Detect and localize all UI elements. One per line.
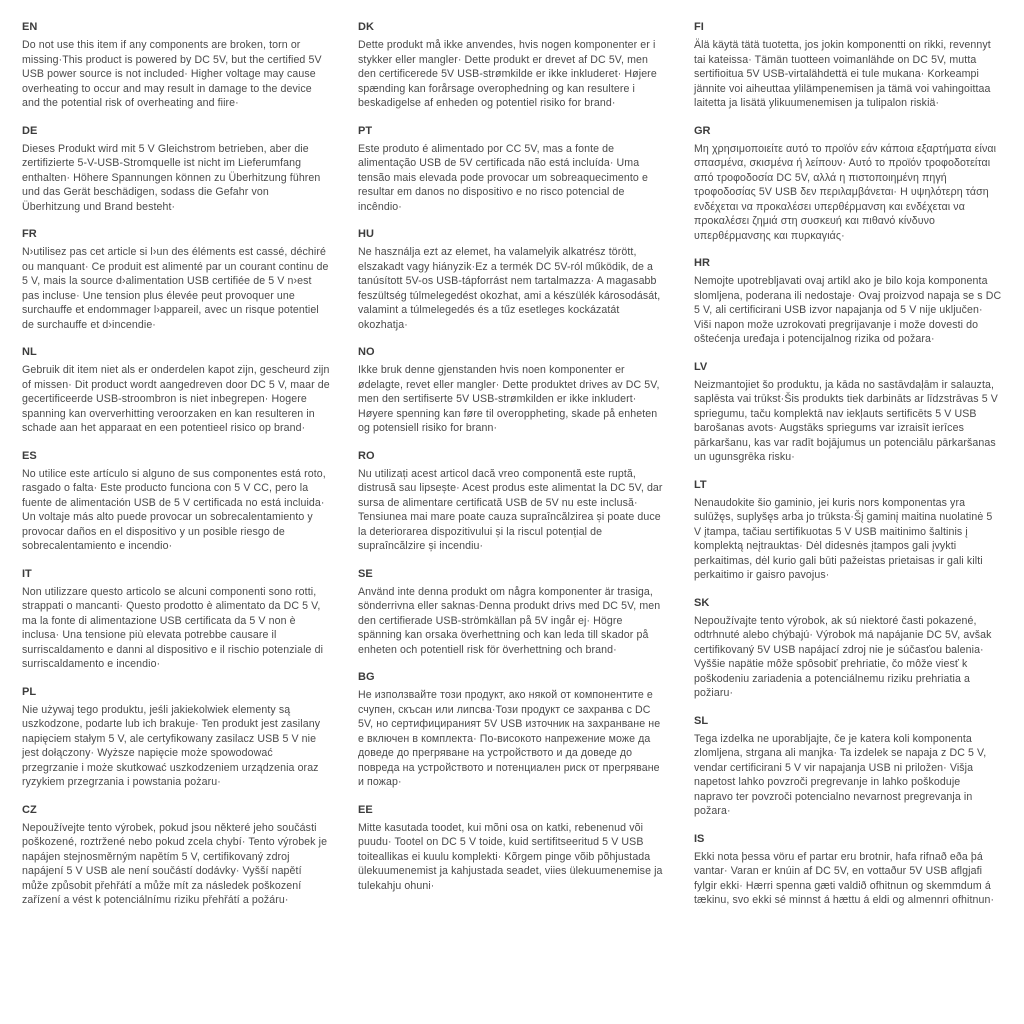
lang-block-es [22, 449, 330, 554]
lang-text-en: Do not use this item if any components are broken, torn or missing·This product is powered by DC 5V, but the certified 5V USB power source is not included· Higher voltage may cause overheating to occur and may result in damage to the device and the potential risk of overheating and fiire· [22, 39, 322, 109]
lang-block-hu [358, 227, 666, 332]
lang-code-is: IS [694, 832, 705, 845]
lang-text-fr: N›utilisez pas cet article si l›un des éléments est cassé, déchiré ou manquant· Ce produit est alimenté par un courant continu de 5 V, mais la source d›alimentation USB certifiée de 5 V n›est pas incluse· Une tension plus élevée peut provoquer une surchauffe et endommager l›appareil, avec un risque potentiel de surchauffe et d›incendie· [22, 246, 329, 331]
lang-code-hu: HU [358, 228, 374, 240]
lang-code-fi: FI [694, 21, 704, 33]
lang-block-lv [694, 360, 1002, 465]
lang-text-se: Använd inte denna produkt om några komponenter är trasiga, sönderrivna eller saknas·Denna produkt drivs med DC 5V, men den certifierade USB-strömkällan på 5V ingår ej· Högre spänning kan orsaka överhettning och kan leda till skador på enheten och potentiell risk för överhettning och brand· [358, 585, 661, 656]
lang-code-bg: BG [358, 671, 375, 683]
lang-code-de: DE [22, 124, 38, 137]
column-3 [694, 20, 1002, 921]
lang-text-pt: Este produto é alimentado por CC 5V, mas a fonte de alimentação USB de 5V certificada não está incluída· Uma tensão mais elevada pode provocar um sobreaquecimento e resultar em danos no dispositivo e no risco potencial de incêndio· [358, 142, 648, 213]
lang-text-fi: Älä käytä tätä tuotetta, jos jokin komponentti on rikki, revennyt tai kateissa· Tämän tuotteen voimanlähde on DC 5V, mutta sertifioitua 5V USB-virtalähdettä ei tule mukana· Korkeampi jännite voi aiheuttaa ylilämpenemisen ja tämä voi vahingoittaa laitetta ja lisätä ylikuumenemisen ja tulipalon riskiä· [694, 39, 991, 109]
lang-code-no: NO [358, 346, 375, 358]
lang-text-cz: Nepoužívejte tento výrobek, pokud jsou některé jeho součásti poškozené, roztržené nebo pokud zcela chybí· Tento výrobek je napájen stejnosměrným napětím 5 V, certifikovaný zdroj napájení 5 V USB ale není součástí dodávky· Vyšší napětí může způsobit přehřátí a může mít za následek poškození zařízení a vést k potenciálnímu riziku přehřátí a požáru· [22, 821, 328, 906]
lang-text-ee: Mitte kasutada toodet, kui mõni osa on katki, rebenenud või puudu· Tootel on DC 5 V toide, kuid sertifitseeritud 5 V USB toiteallikas ei kuulu komplekti· Kõrgem pinge võib põhjustada ülekuumenemist ja kahjustada seadet, viies ülekuumenemise ja tulekahju ohuni· [358, 821, 663, 892]
lang-text-gr: Μη χρησιμοποιείτε αυτό το προϊόν εάν κάποια εξαρτήματα είναι σπασμένα, σκισμένα ή λείπουν· Αυτό το προϊόν τροφοδοτείται από τροφοδοσία DC 5V, αλλά η πιστοποιημένη πηγή τροφοδοσίας 5V USB δεν περιλαμβάνεται· Η υψηλότερη τάση ενδέχεται να προκαλέσει υπερθέρμανση και ενδέχεται να προκαλέσει ζημιά στη συσκευή και πιθανό κίνδυνο υπερθέρμανσης και πυρκαγιάς· [694, 142, 997, 242]
lang-text-ro: Nu utilizați acest articol dacă vreo componentă este ruptă, distrusă sau lipsește· Acest produs este alimentat la DC 5V, dar sursa de alimentare certificată USB de 5V nu este inclusă· Tensiunea mai mare poate cauza supraîncălzirea și poate duce la deteriorarea dispozitivului și la riscul potențial de supraîncălzire și incendiu· [358, 467, 663, 552]
lang-block-hr [694, 256, 1002, 347]
lang-block-cz [22, 803, 330, 908]
lang-text-is: Ekki nota þessa vöru ef partar eru brotnir, hafa rifnað eða þá vantar· Varan er knúin af DC 5V, en vottaður 5V USB aflgjafi fylgir ekki· Hærri spenna gæti valdið ofhitnun og skemmdum á tækinu, svo ekki sé minnst á hættu á eldi og almennri ofhitnun· [694, 850, 995, 906]
lang-code-es: ES [22, 449, 37, 462]
lang-text-nl: Gebruik dit item niet als er onderdelen kapot zijn, gescheurd zijn of missen· Dit product wordt aangedreven door DC 5 V, maar de gecertificeerde USB-stroombron is niet inbegrepen· Hogere spanning kan oververhitting veroorzaken en kan resulteren in schade aan het apparaat en een potentieel risico op brand· [22, 364, 330, 434]
lang-text-dk: Dette produkt må ikke anvendes, hvis nogen komponenter er i stykker eller mangler· Dette produkt er drevet af DC 5V, men den certificerede 5V USB-strømkilde er ikke inkluderet· Højere spænding kan forårsage overophedning og kan resultere i beskadigelse af enheden og potentiel risiko for brand· [358, 39, 657, 109]
lang-text-it: Non utilizzare questo articolo se alcuni componenti sono rotti, strappati o mancanti· Questo prodotto è alimentato da DC 5 V, ma la fonte di alimentazione USB certificata da 5 V non è inclusa· Una tensione più elevata potrebbe causare il surriscaldamento e danni al dispositivo e il rischio potenziale di surriscaldamento e incendio· [22, 585, 324, 670]
lang-block-nl [22, 345, 330, 436]
lang-code-ee: EE [358, 803, 373, 816]
lang-block-pt [358, 124, 666, 215]
lang-block-ro [358, 449, 666, 554]
lang-code-it: IT [22, 567, 32, 580]
column-1 [22, 20, 330, 921]
column-2 [358, 20, 666, 906]
lang-block-is [694, 832, 1002, 908]
lang-block-ee [358, 803, 666, 894]
lang-code-cz: CZ [22, 803, 37, 816]
lang-code-se: SE [358, 567, 373, 580]
lang-code-ro: RO [358, 449, 375, 462]
lang-text-de: Dieses Produkt wird mit 5 V Gleichstrom betrieben, aber die zertifizierte 5-V-USB-Stromquelle ist nicht im Lieferumfang enthalten· Höhere Spannungen können zu Überhitzung führen und das Gerät beschädigen, sodass die Gefahr von Überhitzung und Brand besteht· [22, 142, 321, 213]
lang-code-fr: FR [22, 228, 37, 240]
lang-text-lv: Neizmantojiet šo produktu, ja kāda no sastāvdaļām ir salauzta, saplēsta vai trūkst·Šis produkts tiek darbināts ar līdzstrāvas 5 V spriegumu, taču komplektā nav iekļauts sertificēts 5 V USB barošanas avots· Augstāks spriegums var izraisīt ierīces pārkaršanu, kas var radīt bojājumus un potenciālu pārkaršanas un ugunsgrēka risku· [694, 378, 998, 463]
lang-code-gr: GR [694, 124, 711, 137]
lang-code-hr: HR [694, 257, 710, 269]
lang-block-dk [358, 20, 666, 111]
lang-code-sk: SK [694, 596, 710, 609]
lang-block-lt [694, 478, 1002, 583]
lang-block-sk [694, 596, 1002, 701]
lang-text-sl: Tega izdelka ne uporabljajte, če je katera koli komponenta zlomljena, strgana ali manjka· Ta izdelek se napaja z DC 5 V, vendar certificirani 5 V vir napajanja USB ni priložen· Višja napetost lahko povzroči pregrevanje in lahko poškoduje napravo ter povzroči potencialno nevarnost pregrevanja in požara· [694, 732, 987, 817]
lang-code-pl: PL [22, 685, 37, 698]
lang-text-es: No utilice este artículo si alguno de sus componentes está roto, rasgado o falta· Este producto funciona con 5 V CC, pero la fuente de alimentación USB de 5 V certificada no está incluida· Un voltaje más alto puede provocar un sobrecalentamiento y provocar daños en el dispositivo y un posible riesgo de sobrecalentamiento e incendio· [22, 467, 326, 552]
lang-block-no [358, 345, 666, 436]
lang-text-pl: Nie używaj tego produktu, jeśli jakiekolwiek elementy są uszkodzone, podarte lub ich brakuje· Ten produkt jest zasilany napięciem stałym 5 V, ale certyfikowany zasilacz USB 5 V nie jest dołączony· Wyższe napięcie może spowodować przegrzanie i może skutkować uszkodzeniem urządzenia oraz ryzykiem przegrzania i powstania pożaru· [22, 703, 321, 788]
lang-block-gr [694, 124, 1002, 244]
lang-code-lv: LV [694, 360, 708, 373]
lang-block-se [358, 567, 666, 658]
lang-block-de [22, 124, 330, 215]
lang-code-nl: NL [22, 346, 37, 358]
lang-text-hr: Nemojte upotrebljavati ovaj artikl ako je bilo koja komponenta slomljena, poderana ili nedostaje· Ovaj proizvod napaja se s DC 5 V, ali certificirani USB izvor napajanja od 5 V nije uključen· Viši napon može uzrokovati pregrijavanje i može dovesti do oštećenja uređaja i potencijalnog rizika od požara· [694, 275, 1002, 345]
lang-code-dk: DK [358, 21, 374, 33]
lang-text-lt: Nenaudokite šio gaminio, jei kuris nors komponentas yra sulūžęs, suplyšęs arba jo trūksta·Šį gaminį maitina nuolatinė 5 V įtampa, tačiau sertifikuotas 5 V USB maitinimo šaltinis į komplektą neįtrauktas· Dėl didesnės įtampos gali įvykti perkaitimas, dėl kurio gali būti pažeistas prietaisas ir gali kilti perkaitimo ir gaisro pavojus· [694, 496, 993, 581]
lang-code-sl: SL [694, 714, 709, 727]
lang-block-fi [694, 20, 1002, 111]
lang-code-pt: PT [358, 124, 373, 137]
lang-block-it [22, 567, 330, 672]
columns-container [22, 20, 1002, 921]
lang-block-en [22, 20, 330, 111]
lang-block-pl [22, 685, 330, 790]
lang-text-no: Ikke bruk denne gjenstanden hvis noen komponenter er ødelagte, revet eller mangler· Dette produktet drives av DC 5V, men den sertifiserte 5V USB-strømkilden er ikke inkludert· Høyere spenning kan føre til overoppheting, skade på enheten og potensiell risiko for brann· [358, 364, 660, 434]
lang-code-en: EN [22, 21, 38, 33]
lang-block-fr [22, 227, 330, 332]
lang-code-lt: LT [694, 478, 707, 491]
lang-text-sk: Nepoužívajte tento výrobok, ak sú niektoré časti pokazené, odtrhnuté alebo chýbajú· Výrobok má napájanie DC 5V, avšak certifikovaný 5V USB napájací zdroj nie je súčasťou balenia· Vyššie napätie môže spôsobiť prehriatie, čo môže viesť k poškodeniu zariadenia a potenciálnemu riziku prehriatia a požiaru· [694, 614, 992, 699]
lang-text-bg: Не използвайте този продукт, ако някой от компонентите е счупен, скъсан или липсва·Този продукт се захранва с DC 5V, но сертифицираният 5V USB източник на захранване не е включен в комплекта· По-високото напрежение може да доведе до прегряване на устройството и да доведе до повреда на устройството и потенциален риск от прегряване и пожар· [358, 689, 661, 788]
lang-block-bg [358, 670, 666, 790]
lang-text-hu: Ne használja ezt az elemet, ha valamelyik alkatrész törött, elszakadt vagy hiányzik·Ez a termék DC 5V-ról működik, de a tanúsított 5V-os USB-tápforrást nem tartalmazza· A magasabb feszültség túlmelegedést okozhat, ami a készülék károsodását, valamint a túlmelegedés és a tűz esetleges kockázatát okozhatja· [358, 246, 661, 331]
lang-block-sl [694, 714, 1002, 819]
